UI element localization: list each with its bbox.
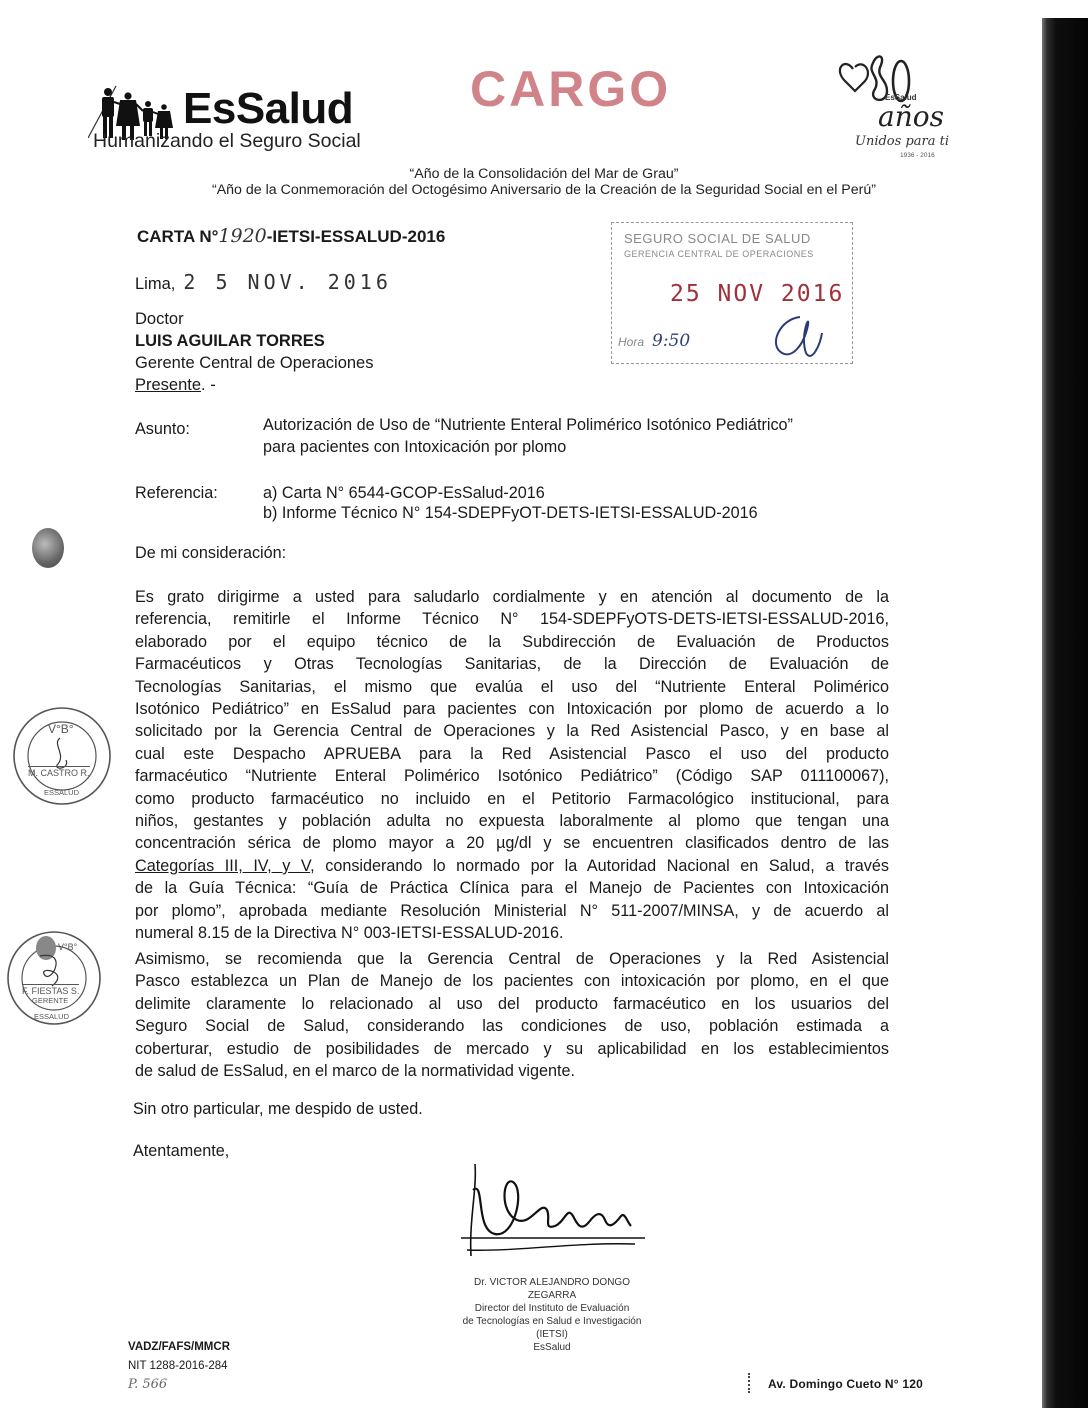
paragraph-1 (135, 586, 889, 945)
vobo-mark: V°B° (48, 722, 74, 736)
cargo-stamp: CARGO (470, 61, 672, 117)
paragraph-1-line: elaborado por el equipo técnico de la Subdirección de Evaluación de Productos (135, 632, 889, 651)
paragraph-1-line: cual este Despacho APRUEBA para la Red Asistencial Pasco el uso del producto (135, 744, 889, 763)
date-line (135, 270, 392, 294)
carta-prefix: CARTA N° (137, 227, 219, 246)
footer-handwritten-page: P. 566 (128, 1377, 168, 1392)
categorias-underlined: Categorías III, IV, y V (135, 856, 311, 875)
received-stamp (611, 222, 853, 364)
vobo-2-org: ESSALUD (34, 1012, 70, 1021)
signatory-block (452, 1276, 652, 1354)
paragraph-2-line: coberturar, estudio de posibilidades de mercado y su aplicabilidad en los establecimientos (135, 1039, 889, 1058)
paragraph-1-line: niños, gestantes y población adulta no expuesta laboralmente al plomo que tengan una (135, 812, 889, 831)
asunto-line-1: Autorización de Uso de “Nutriente Enteral Polimérico Isotónico Pediátrico” (263, 416, 793, 434)
paragraph-1-line: de la Guía Técnica: “Guía de Práctica Clínica para el Manejo de Pacientes con Intoxicación (135, 879, 889, 898)
salutation: Atentamente, (133, 1142, 230, 1160)
received-stamp-date: 25 NOV 2016 (670, 281, 845, 307)
vobo-seal-castro (0, 704, 122, 808)
hole-punch-mark (32, 528, 64, 568)
paragraph-2-last-line: de salud de EsSalud, en el marco de la normatividad vigente. (135, 1062, 576, 1081)
paragraph-1-line: por plomo”, aprobada mediante Resolución Ministerial N° 511-2007/MINSA, y de acuerdo al (135, 901, 889, 920)
anniversary-years: 1936 - 2016 (900, 152, 935, 159)
letter-date: 2 5 NOV. 2016 (183, 270, 392, 294)
paragraph-1-line: Es grato dirigirme a usted para saludarlo cordialmente y en atención al documento de la (135, 588, 889, 606)
paragraph-2 (135, 948, 889, 1082)
scan-dark-edge (1042, 18, 1088, 1408)
greeting: De mi consideración: (135, 544, 287, 562)
referencia-item-b: b) Informe Técnico N° 154-SDEPFyOT-DETS-IETSI-ESSALUD-2016 (263, 504, 758, 522)
closing-line: Sin otro particular, me despido de usted. (133, 1100, 423, 1118)
anniversary-tagline: Unidos para ti (855, 134, 949, 149)
vobo-2-mark: V°B° (58, 942, 78, 952)
year-motto-1: “Año de la Consolidación del Mar de Grau” (409, 166, 679, 182)
place: Lima, (135, 275, 176, 293)
handwritten-signature (455, 1160, 655, 1275)
referencia-label: Referencia: (135, 484, 218, 502)
carta-handwritten-number: 1920 (218, 225, 267, 247)
paragraph-2-line: Pasco establezca un Plan de Manejo de los pacientes con intoxicación por plomo, en el que (135, 972, 889, 991)
recipient-position: Gerente Central de Operaciones (135, 354, 374, 372)
recipient-title: Doctor (135, 310, 184, 328)
vobo-seal-fiestas (0, 926, 108, 1032)
footer-dotted-separator (748, 1373, 750, 1393)
paragraph-1-line: referencia, remitirle el Informe Técnico N° 154-SDEPFyOTS-DETS-IETSI-ESSALUD-2016, (135, 610, 889, 629)
categorias-rest: , considerando lo normado por la Autoridad Nacional en Salud, a través (310, 856, 889, 875)
received-initials-signature (760, 305, 830, 365)
carta-suffix: -IETSI-ESSALUD-2016 (266, 227, 446, 246)
recipient-presente (135, 376, 216, 395)
paragraph-1-line: solicitado por la Gerencia Central de Operaciones y la Red Asistencial Pasco, y en base al (135, 722, 889, 741)
presente-suffix: . - (201, 376, 216, 394)
footer-nit: NIT 1288-2016-284 (128, 1360, 228, 1372)
paragraph-1-line: concentración sérica de plomo mayor a 20 µg/dl y se encuentren clasificados dentro de las (135, 834, 889, 853)
received-stamp-time: 9:50 (652, 331, 691, 351)
paragraph-2-line: Asimismo, se recomienda que la Gerencia Central de Operaciones y la Red Asistencial (135, 950, 889, 968)
asunto-line-2: para pacientes con Intoxicación por plomo (263, 438, 567, 456)
paragraph-1-last-line: numeral 8.15 de la Directiva N° 003-IETSI-ESSALUD-2016. (135, 924, 564, 943)
footer-address: Av. Domingo Cueto N° 120 (768, 1377, 923, 1391)
signatory-org: EsSalud (533, 1342, 571, 1353)
logo-wordmark: EsSalud (183, 84, 354, 133)
signatory-name: Dr. VICTOR ALEJANDRO DONGO ZEGARRA (474, 1277, 630, 1301)
year-motto-2: “Año de la Conmemoración del Octogésimo Aniversario de la Creación de la Seguridad Social en el Perú” (211, 182, 877, 198)
signatory-institute: de Tecnologías en Salud e Investigación (IETSI) (462, 1316, 642, 1340)
presente-word: Presente (135, 376, 202, 394)
asunto-label: Asunto: (135, 420, 190, 438)
paragraph-1-line: farmacéutico “Nutriente Enteral Polimérico Isotónico Pediátrico” (Código SAP 011100067), (135, 767, 889, 786)
signatory-role: Director del Instituto de Evaluación (474, 1303, 630, 1314)
paragraph-1-line: Tecnologías Sanitarias, el mismo que evalúa el uso del “Nutriente Enteral Polimérico (135, 677, 889, 696)
anniversary-anos: años (878, 100, 944, 133)
logo-tagline: Humanizando el Seguro Social (93, 130, 361, 152)
paragraph-2-line: Seguro Social de Salud, considerando las condiciones de uso, población estimada a (135, 1017, 889, 1036)
paragraph-2-line: delimite claramente lo relacionado al uso del producto farmacéutico en los usuarios del (135, 994, 889, 1013)
paragraph-1-line: Isotónico Pediátrico” en EsSalud para pacientes con Intoxicación por plomo de acuerdo a lo (135, 700, 889, 719)
vobo-name: M. CASTRO R. (28, 768, 90, 778)
received-stamp-office: GERENCIA CENTRAL DE OPERACIONES (624, 249, 814, 259)
anniversary-sub: EsSalud (885, 93, 917, 102)
paragraph-1-line-categorias (135, 855, 889, 877)
vobo-2-name: F. FIESTAS S. (22, 986, 80, 996)
referencia-item-a: a) Carta N° 6544-GCOP-EsSalud-2016 (263, 484, 545, 502)
paragraph-1-line: Farmacéuticos y Otras Tecnologías Sanitarias, de la Dirección de Evaluación de (135, 655, 889, 674)
vobo-2-role: GERENTE (32, 996, 69, 1005)
vobo-org: ESSALUD (44, 788, 80, 797)
footer-initials: VADZ/FAFS/MMCR (128, 1341, 231, 1353)
received-stamp-hora-label: Hora (618, 335, 645, 349)
received-stamp-org: SEGURO SOCIAL DE SALUD (624, 231, 811, 246)
carta-number-line (137, 225, 445, 247)
recipient-name: LUIS AGUILAR TORRES (135, 332, 325, 350)
paragraph-1-line: como producto farmacéutico no incluido en el Petitorio Farmacológico institucional, para (135, 789, 889, 808)
